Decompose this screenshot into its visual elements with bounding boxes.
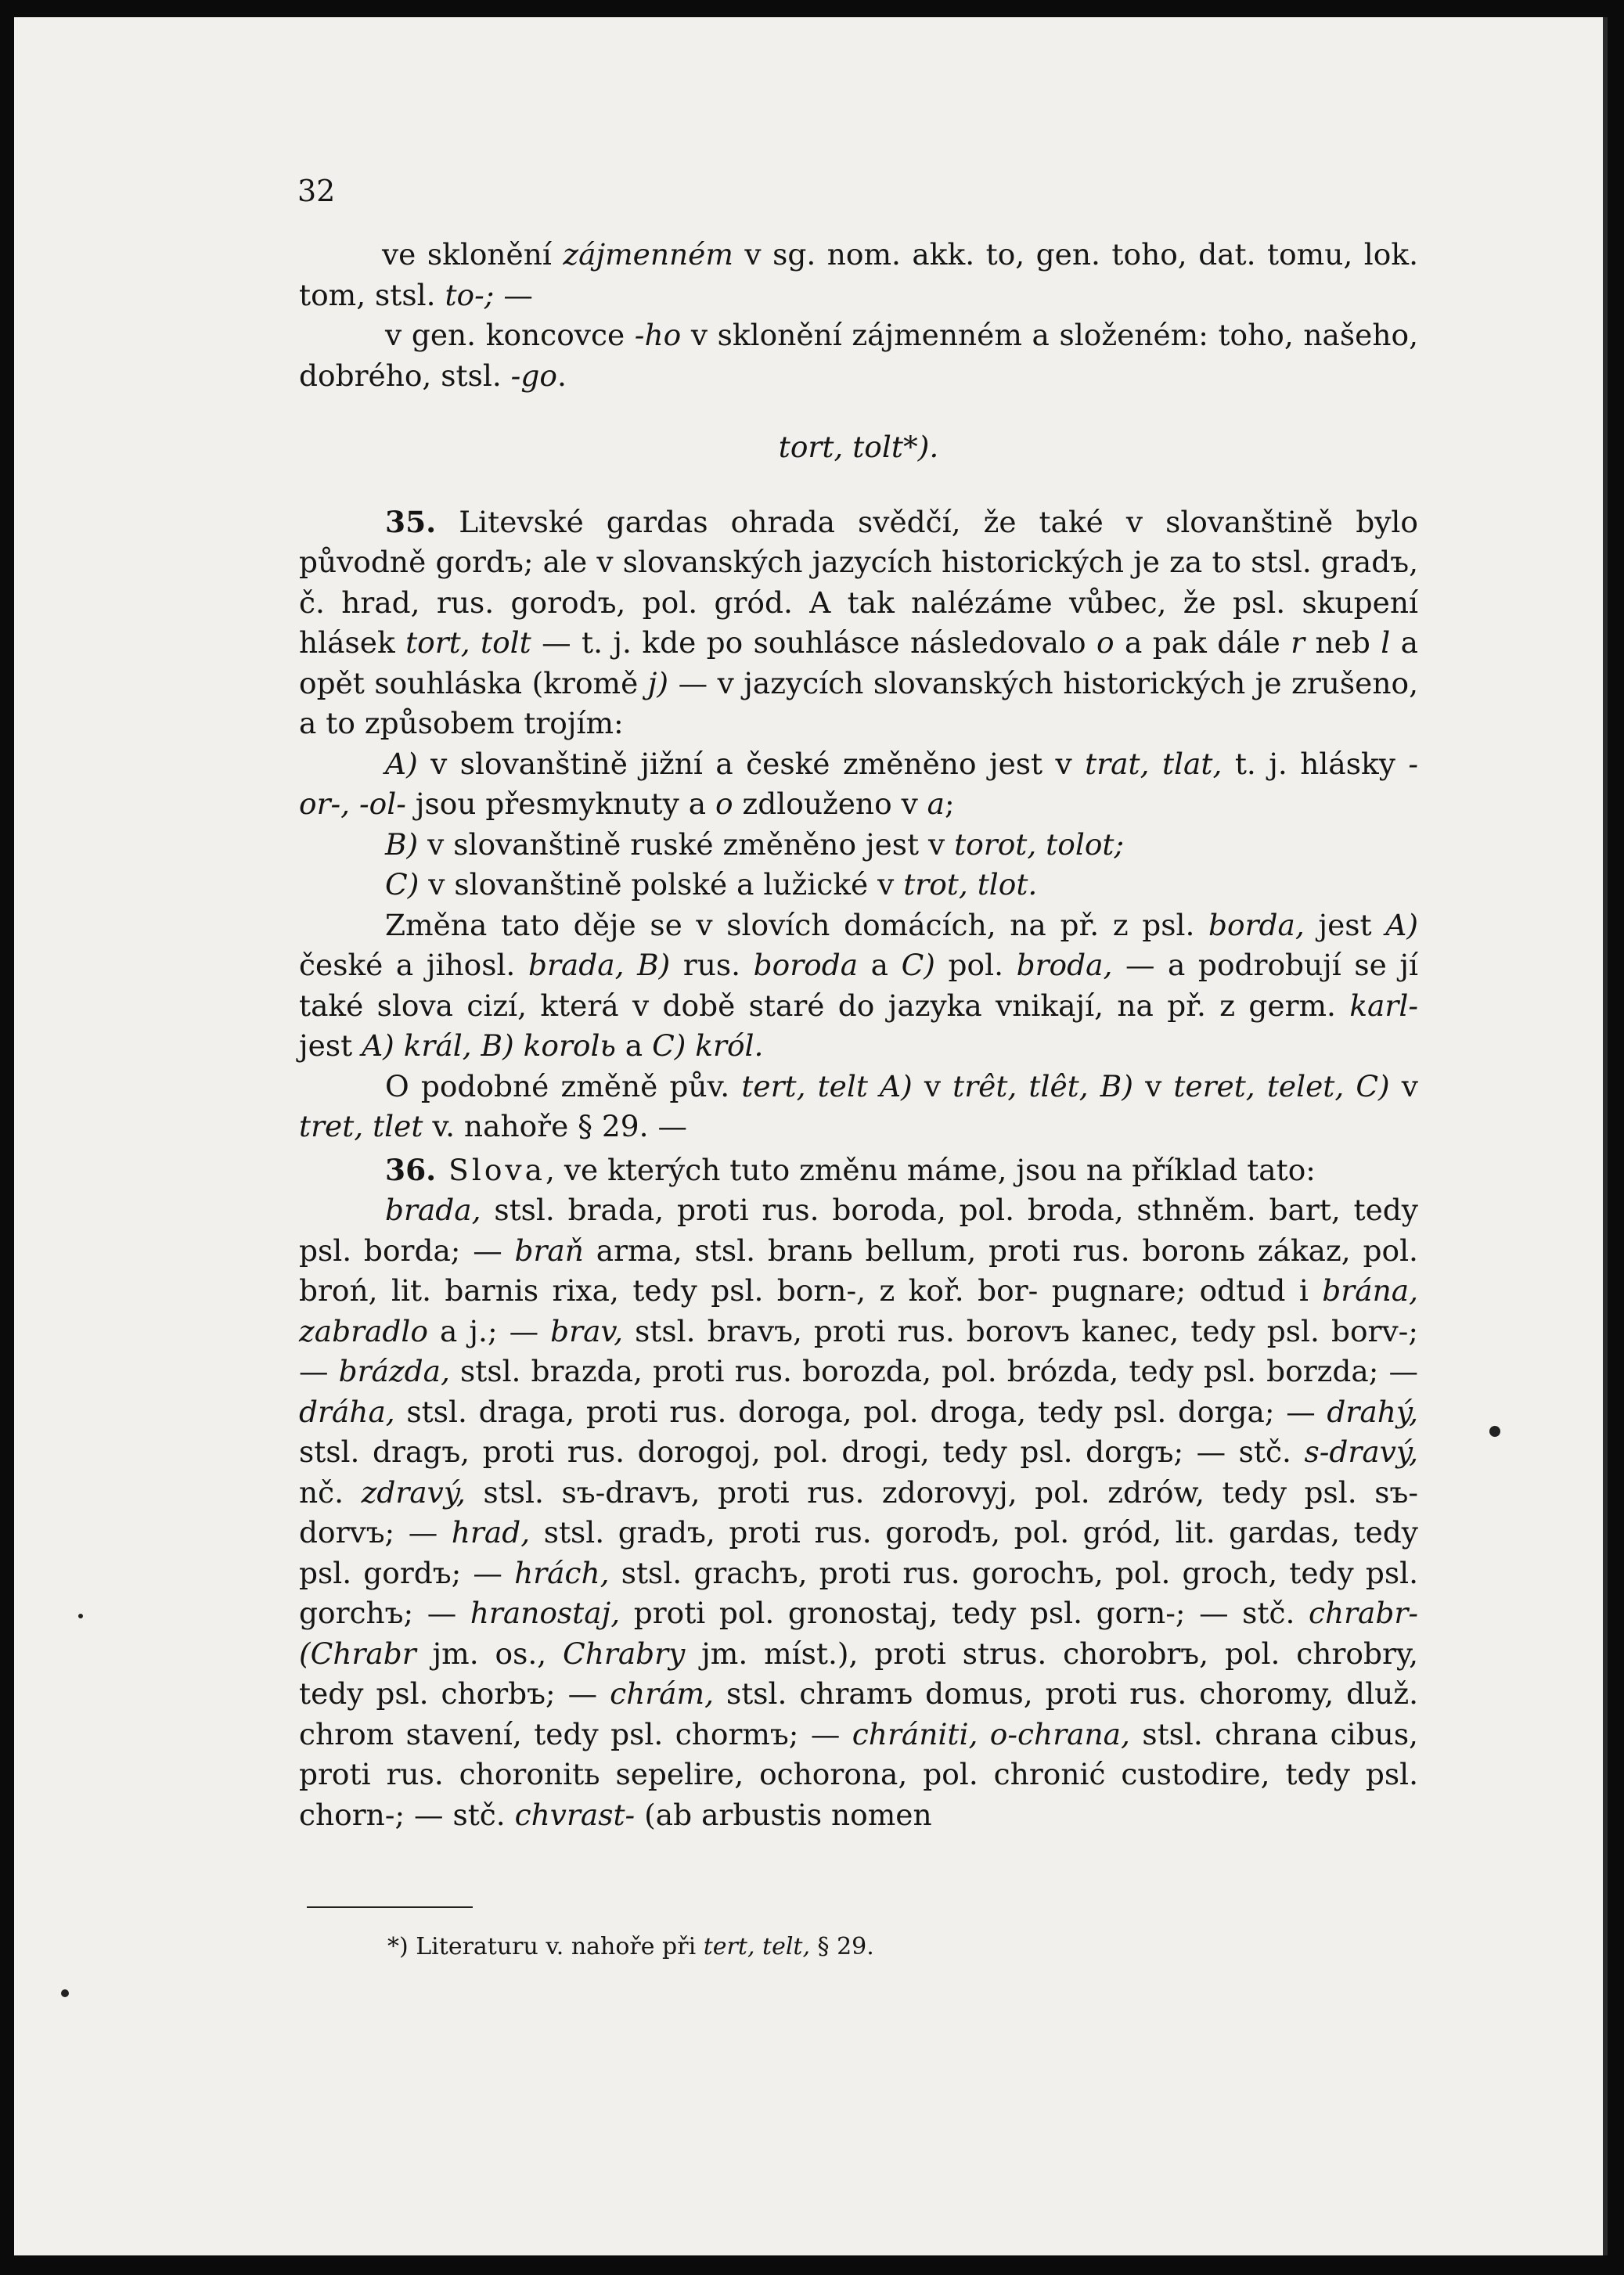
text-run: jm. os., [416,1636,564,1671]
text-run: stsl. dragъ, proti rus. dorogoj, pol. drogi, tedy psl. dorgъ; — stč. [299,1434,1305,1469]
text-run-italic: brada, B) [528,948,671,982]
word-italic: brada, [385,1193,481,1227]
text-run-italic: C) [385,867,420,902]
text-run: v [1389,1068,1418,1103]
text-run: jm. míst.), proti strus. chorobrъ, pol. chrobry, tedy psl. chorbъ; — [299,1636,1419,1711]
text-run: . [556,358,567,393]
text-run: ; [945,787,955,821]
text-run: *) Literaturu v. nahoře při [387,1933,704,1960]
text-run-italic: -ho [634,318,682,352]
text-run: stsl. brazda, proti rus. borozda, pol. brózda, tedy psl. borzda; — [449,1354,1419,1388]
ink-speck [78,1614,83,1618]
text-run-italic: torot, tolot; [954,826,1125,862]
text-run-italic: C) król. [652,1028,764,1063]
word-italic: hranostaj, [470,1596,621,1630]
text-run-italic: B) [385,826,419,862]
text-run-italic: tert, telt A) [741,1068,913,1103]
text-run: t. j. hlásky [1222,746,1409,781]
text-run: § 29. [810,1933,874,1960]
text-run-italic: zájmenném [563,237,733,272]
text-run-italic: teret, telet, C) [1173,1068,1390,1103]
text-run-italic: A) [385,746,418,781]
main-text [299,235,1418,1835]
text-run-italic: A) král, B) korolь [362,1028,616,1063]
text-run: (ab arbustis nomen [635,1797,932,1832]
text-run: v [912,1068,953,1103]
text-run-italic: boroda [753,948,859,982]
text-run-italic: a [927,787,945,821]
paragraph-number: 35. [385,504,437,539]
word-italic: brána, zabradlo [299,1273,1418,1348]
text-run: ve sklonění [382,237,564,272]
text-run-italic: j) [647,665,669,700]
item-b [299,825,1418,866]
text-run: stsl. draga, proti rus. doroga, pol. droga, tedy psl. dorga; — [394,1394,1327,1429]
text-run-italic: tret, tlet [299,1109,423,1143]
paragraph-number: 36. [385,1152,437,1187]
item-a [299,744,1418,825]
text-run-italic: borda, [1208,907,1305,942]
text-run-italic: C) [901,948,935,982]
word-italic: hrad, [451,1515,531,1550]
footnote-rule [307,1906,473,1908]
text-run: a pak dále [1114,625,1291,660]
text-run-italic: tort, tolt [405,625,531,660]
footnote [387,1933,874,1960]
text-run: Změna tato děje se v slovích domácích, na př. z psl. [385,907,1209,942]
text-run: v [1132,1068,1174,1103]
word-italic: chrám, [610,1676,714,1711]
text-run: neb [1305,625,1381,660]
text-run: O podobné změně pův. [385,1068,742,1103]
text-run: v slovanštině jižní a české změněno jest v [417,746,1086,781]
text-run-italic: karl- [1349,988,1418,1023]
text-run-italic: r [1291,625,1305,660]
text-run-italic: -or-, -ol- [299,746,1419,821]
word-italic: brázda, [338,1354,450,1388]
text-run-italic: to-; [445,277,495,312]
text-run: stsl. bravъ, proti rus. borovъ kanec, tedy psl. borv-; — [299,1313,1418,1388]
text-run: jest [299,1028,362,1063]
word-italic: chvrast- [514,1797,636,1832]
ink-speck [1489,1426,1500,1437]
text-run: stsl. gradъ, proti rus. gorodъ, pol. gród, lit. gardas, tedy psl. gordъ; — [299,1515,1418,1590]
paragraph-word-list [299,1190,1418,1835]
text-run: — a podrobují se jí také slova cizí, která v době staré do jazyka vnikají, na př. z germ. [299,948,1418,1023]
word-italic: brav, [550,1313,624,1348]
text-run: Litevské gardas ohrada svědčí, že také v slovanštině bylo původně gordъ; ale v slovanských jazycích historických je za to stsl. gradъ, č. hrad, rus. gorodъ, pol. gród. A tak nalézáme vůbec, že psl. skupení hlásek [299,504,1418,660]
text-run: arma, stsl. branь bellum, proti rus. boronь zákaz, pol. broń, lit. barnis rixa, tedy psl. born-, z koř. bor- pugnare; odtud i [299,1233,1418,1308]
paragraph-35 [299,502,1418,744]
text-run: proti pol. gronostaj, tedy psl. gorn-; — stč. [620,1596,1309,1630]
text-run: v sg. nom. akk. to, gen. toho, dat. tomu, lok. tom, stsl. [299,237,1418,312]
text-run: rus. [670,948,754,982]
text-run: v sklonění zájmenném a složeném: toho, našeho, dobrého, stsl. [299,318,1418,393]
text-run: v. nahoře § 29. — [423,1109,687,1143]
word-italic: chrabr- (Chrabr [299,1596,1418,1671]
ink-speck [61,1989,69,1997]
paragraph-zmena [299,905,1418,1067]
text-run: v slovanštině ruské změněno jest v [418,826,955,862]
text-run: zdlouženo v [733,787,927,821]
text-run: , ve kterých tuto změnu máme, jsou na příklad tato: [545,1152,1316,1187]
text-run-italic: o [1096,625,1114,660]
text-run: jest [1304,907,1386,942]
text-run: jsou přesmyknuty a [405,787,715,821]
word-italic: chrániti, o-chrana, [852,1716,1130,1751]
paragraph-sklonění [299,235,1418,315]
text-run: v slovanštině polské a lužické v [419,867,904,902]
word-italic: s-dravý, [1304,1434,1418,1469]
word-italic: braň [514,1233,584,1268]
text-run-italic: -go [510,358,557,393]
text-run-italic: broda, [1016,948,1113,982]
text-run-italic: A) [1385,907,1418,942]
page-number: 32 [297,174,336,208]
text-run: stsl. chramъ domus, proti rus. choromy, dluž. chrom stavení, tedy psl. chormъ; — [299,1676,1418,1751]
text-run: v gen. koncovce [385,318,635,352]
text-run-italic: tert, telt, [703,1933,811,1960]
word-italic: hrách, [514,1555,610,1590]
text-run: a opět souhláska (kromě [299,625,1418,700]
text-run: pol. [934,948,1017,982]
text-run: české a jihosl. [299,948,528,982]
text-run-italic: trat, tlat, [1085,746,1223,781]
text-run: a j.; — [427,1313,551,1348]
paragraph-podobne [299,1067,1418,1147]
spaced-title: Slova [436,1152,546,1187]
text-run: a [858,948,902,982]
text-run: nč. [299,1474,362,1510]
paragraph-genitiv [299,315,1418,396]
paragraph-36 [299,1150,1418,1191]
text-run: stsl. chrana cibus, proti rus. choronitь sepelire, ochorona, pol. chronić custodire, tedy psl. chorn-; — stč. [299,1716,1418,1832]
item-c [299,865,1418,905]
word-italic: drahý, [1327,1394,1418,1429]
text-run: stsl. brada, proti rus. boroda, pol. broda, sthněm. bart, tedy psl. borda; — [299,1193,1418,1268]
text-run: stsl. sъ-dravъ, proti rus. zdorovyj, pol. zdrów, tedy psl. sъ-dorvъ; — [299,1474,1418,1550]
text-run-italic: o [715,787,733,821]
word-italic: Chrabry [563,1636,686,1671]
section-heading: tort, tolt*). [778,430,939,464]
word-italic: dráha, [299,1394,395,1429]
text-run: — v jazycích slovanských historických je zrušeno, a to způsobem trojím: [299,665,1418,740]
text-run: — t. j. kde po souhlásce následovalo [531,625,1096,660]
text-run-italic: trêt, tlêt, B) [952,1068,1133,1103]
text-run-italic: l [1381,625,1391,660]
text-run: — [494,277,533,312]
word-italic: zdravý, [361,1474,466,1510]
text-run-italic: trot, tlot. [903,867,1038,902]
text-run: a [615,1028,653,1063]
text-run: stsl. grachъ, proti rus. gorochъ, pol. groch, tedy psl. gorchъ; — [299,1555,1419,1630]
